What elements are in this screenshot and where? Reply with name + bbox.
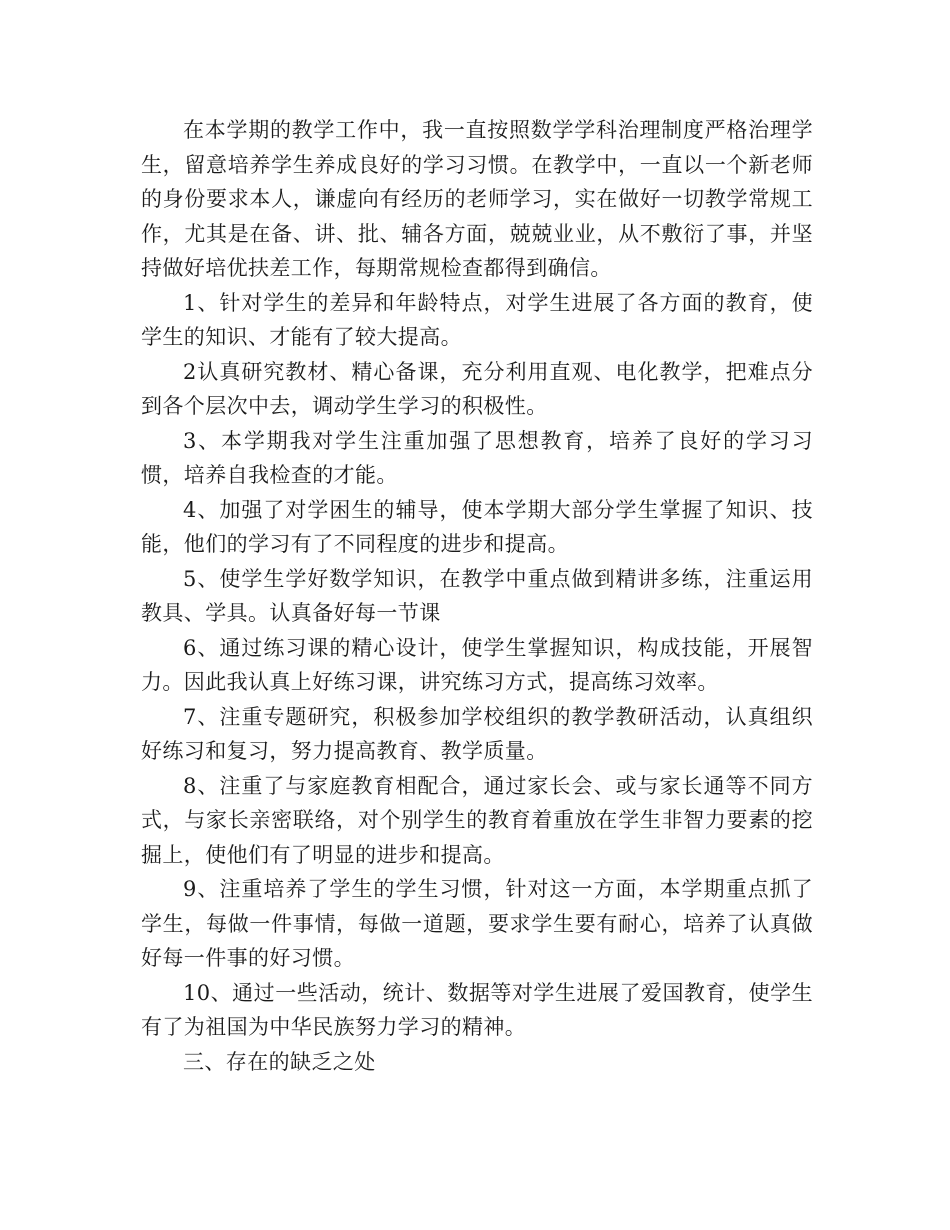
- paragraph-item-8: 8、注重了与家庭教育相配合，通过家长会、或与家长通等不同方式，与家长亲密联络，对个别学生的教育着重放在学生非智力要素的挖掘上，使他们有了明显的进步和提高。: [141, 773, 813, 867]
- paragraph-item-5: 5、使学生学好数学知识，在教学中重点做到精讲多练，注重运用教具、学具。认真备好每一节课: [141, 566, 813, 625]
- paragraph-item-7: 7、注重专题研究，积极参加学校组织的教学教研活动，认真组织好练习和复习，努力提高教育、教学质量。: [141, 704, 813, 763]
- paragraph-item-4: 4、加强了对学困生的辅导，使本学期大部分学生掌握了知识、技能，他们的学习有了不同程度的进步和提高。: [141, 497, 813, 556]
- document-body: [141, 113, 813, 1079]
- paragraph-item-9: 9、注重培养了学生的学生习惯，针对这一方面，本学期重点抓了学生，每做一件事情，每做一道题，要求学生要有耐心，培养了认真做好每一件事的好习惯。: [141, 877, 813, 970]
- paragraph-item-3: 3、本学期我对学生注重加强了思想教育，培养了良好的学习习惯，培养自我检查的才能。: [141, 428, 813, 487]
- section-heading-shortcomings: 三、存在的缺乏之处: [183, 1049, 376, 1074]
- paragraph-item-6: 6、通过练习课的精心设计，使学生掌握知识，构成技能，开展智力。因此我认真上好练习课，讲究练习方式，提高练习效率。: [141, 635, 813, 694]
- paragraph-item-2: 2认真研究教材、精心备课，充分利用直观、电化教学，把难点分到各个层次中去，调动学生学习的积极性。: [141, 359, 813, 418]
- paragraph-item-1: 1、针对学生的差异和年龄特点，对学生进展了各方面的教育，使学生的知识、才能有了较大提高。: [141, 290, 813, 349]
- paragraph-item-10: 10、通过一些活动，统计、数据等对学生进展了爱国教育，使学生有了为祖国为中华民族努力学习的精神。: [141, 980, 813, 1039]
- paragraph-intro: 在本学期的教学工作中，我一直按照数学学科治理制度严格治理学生，留意培养学生养成良好的学习习惯。在教学中，一直以一个新老师的身份要求本人，谦虚向有经历的老师学习，实在做好一切教学常规工作，尤其是在备、讲、批、辅各方面，兢兢业业，从不敷衍了事，并坚持做好培优扶差工作，每期常规检查都得到确信。: [141, 118, 813, 280]
